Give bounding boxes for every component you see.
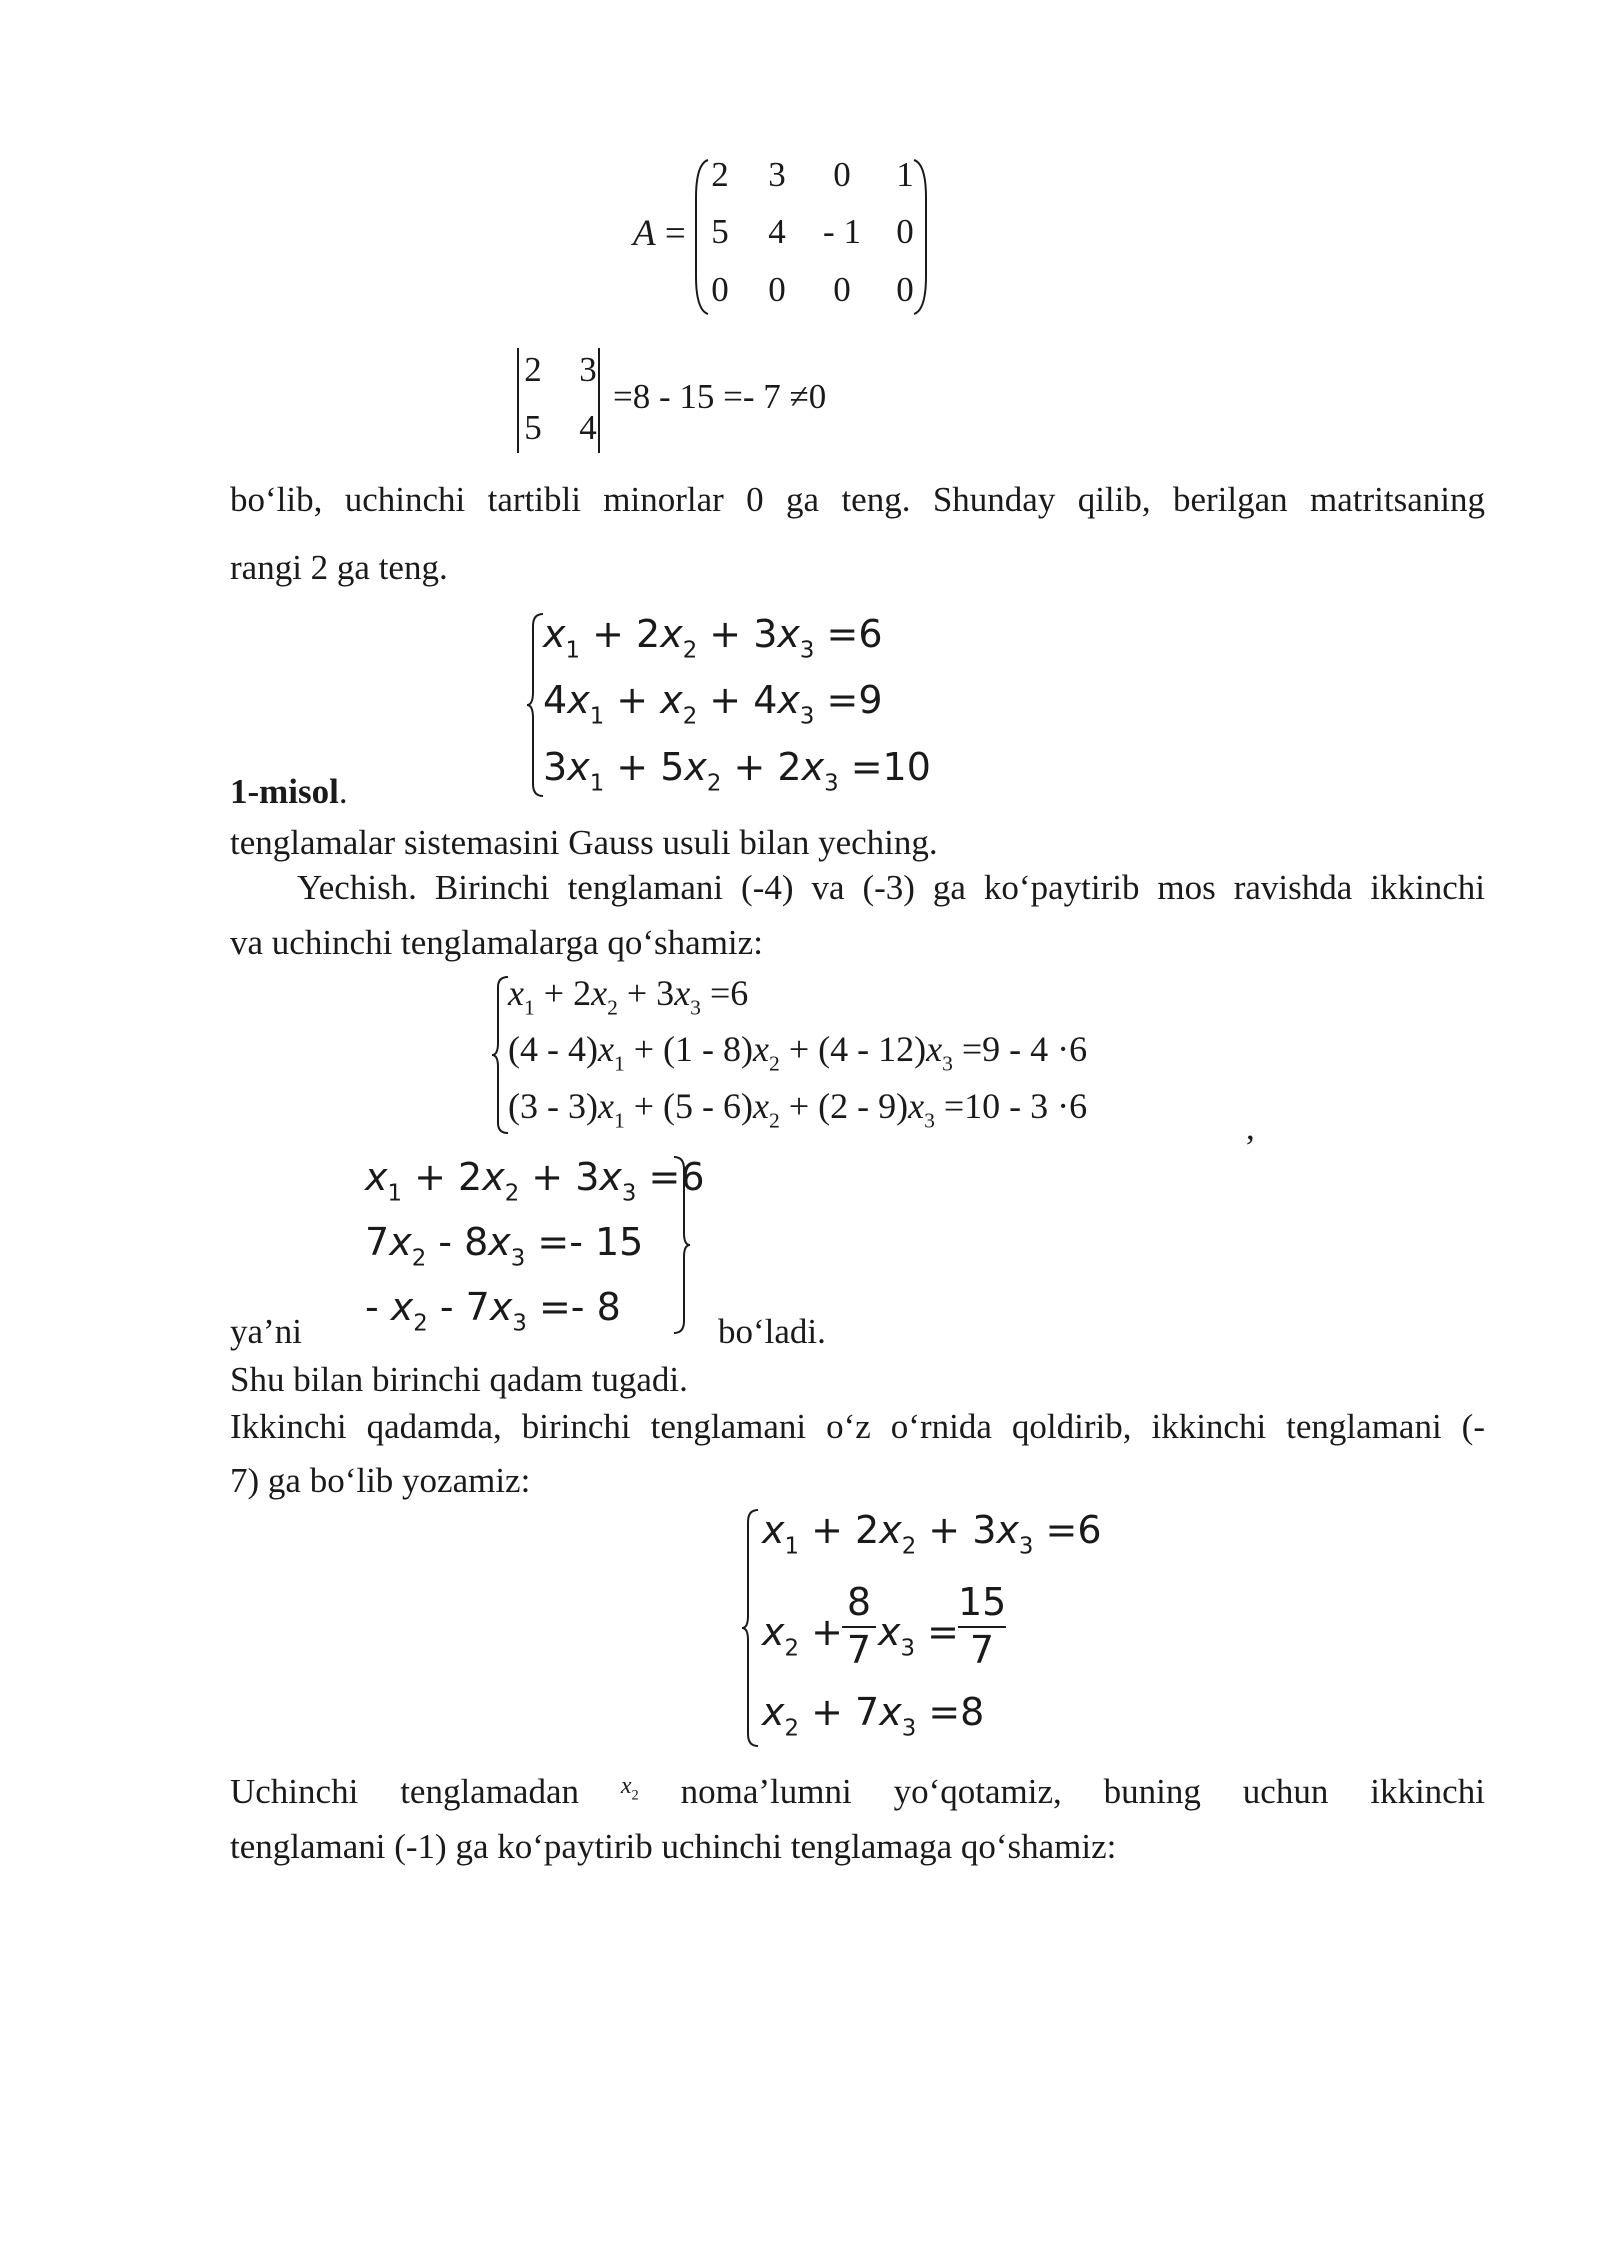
system-4-brace (740, 1508, 762, 1748)
final-word: ikkinchi (1370, 1772, 1485, 1811)
solution-line1: Yechish. Birinchi tenglamani (-4) va (-3) ga ko‘paytirib mos ravishda ikkinchi (297, 868, 1485, 907)
det-cell: 2 (524, 350, 542, 389)
matrix-cell: - 1 (823, 212, 861, 251)
matrix-cell: 0 (833, 270, 851, 309)
final-word: uchun (1242, 1772, 1329, 1811)
system-1-eq1: $x_1 + 2x_2 + 3x_3 =6$ (543, 612, 883, 664)
solution-line2: va uchinchi tenglamalarga qo‘shamiz: (230, 923, 763, 962)
matrix-cell: 0 (896, 212, 914, 251)
example-title: 1-misol (230, 772, 339, 811)
system-3-eq3: - $x_2 - 7x_3 =- 8$ (365, 1285, 621, 1337)
system-1-eq2-rhs: =9 (826, 678, 883, 722)
system-4-eq2-x3: $x_3$ = (878, 1610, 959, 1662)
example-task: tenglamalar sistemasini Gauss usuli bilan yeching. (230, 823, 938, 862)
frac-15-7-num: 15 (958, 1580, 1007, 1624)
system-4-eq1: $x_1 + 2x_2 + 3x_3 =6$ (762, 1508, 1102, 1560)
final-line1 (230, 1772, 1485, 1812)
final-x2: $x_2$ (620, 1773, 639, 1804)
matrix-cell: 0 (896, 270, 914, 309)
matrix-cell: 0 (768, 270, 786, 309)
paragraph-rank-line2: rangi 2 ga teng. (230, 548, 448, 587)
system-1-eq3: $3x_1 + 5x_2 + 2x_3 =10$ (543, 745, 931, 797)
step1-done: Shu bilan birinchi qadam tugadi. (230, 1360, 688, 1399)
system-1-eq2: $4x_1 + x_2 + 4x_3 =9$ (543, 678, 883, 730)
system-1-eq3-rhs: =10 (850, 745, 931, 789)
matrix-cell: 5 (711, 212, 729, 251)
step2-line2: 7) ga bo‘lib yozamiz: (230, 1461, 531, 1500)
final-word: Uchinchi (230, 1772, 359, 1811)
system-4-eq1-rhs: =6 (1045, 1508, 1102, 1552)
system-3-eq1: $x_1 + 2x_2 + 3x_3 =6$ (365, 1155, 705, 1207)
system-2-eq2-rhs: =9 - 4 ·6 (961, 1029, 1088, 1069)
final-line2: tenglamani (-1) ga ko‘paytirib uchinchi tenglamaga qo‘shamiz: (230, 1827, 1117, 1866)
example-period: . (338, 772, 348, 811)
system-4-eq3: $x_2 + 7x_3 =8$ (762, 1690, 985, 1742)
system-2-eq2: $(4 - 4)x_1 + (1 - 8)x_2 + (4 - 12)x_3 =9 - 4 \cdot 6$ (508, 1029, 1088, 1076)
final-word: tenglamadan (400, 1772, 579, 1811)
final-word: noma’lumni (680, 1772, 852, 1811)
matrix-cell: 2 (711, 155, 729, 194)
det-cell: 4 (579, 408, 597, 447)
frac-8-7-den: 7 (846, 1628, 872, 1672)
system-3-eq2-rhs: =- 15 (537, 1220, 644, 1264)
system-4-eq2: $x_2$ + (762, 1610, 843, 1662)
system-3-eq1-rhs: =6 (648, 1155, 705, 1199)
system-3-eq3-rhs: =- 8 (538, 1285, 621, 1329)
matrix-cell: 4 (768, 212, 786, 251)
frac-15-7-den: 7 (969, 1628, 995, 1672)
system-2-eq3-rhs: =10 - 3 ·6 (943, 1086, 1088, 1126)
example-label (230, 767, 348, 817)
system-2-eq1-rhs: =6 (709, 973, 749, 1013)
frac-8-7-num: 8 (846, 1580, 872, 1624)
frac-15-7 (958, 1580, 1006, 1672)
system-1-eq1-rhs: =6 (826, 612, 883, 656)
det-result: =8 - 15 =- 7 ≠0 (613, 377, 827, 416)
system-4-eq3-rhs: =8 (928, 1690, 985, 1734)
det-cell: 3 (579, 350, 597, 389)
paragraph-rank: bo‘lib, uchinchi tartibli minorlar 0 ga teng. Shunday qilib, berilgan matritsaning (230, 480, 1485, 519)
system-3-suffix: bo‘ladi. (718, 1312, 826, 1351)
step2-line1: Ikkinchi qadamda, birinchi tenglamani o‘z o‘rnida qoldirib, ikkinchi tenglamani (- (230, 1407, 1485, 1446)
matrix-cell: 0 (711, 270, 729, 309)
matrix-cell: 0 (833, 155, 851, 194)
final-word: buning (1103, 1772, 1201, 1811)
frac-8-7 (842, 1580, 876, 1672)
matrix-cell: 3 (768, 155, 786, 194)
system-3-eq2: $7x_2 - 8x_3 =- 15$ (365, 1220, 644, 1272)
system-2-eq1: $x_1 + 2x_2 + 3x_3 =6$ (508, 973, 749, 1020)
matrix-cell: 1 (896, 155, 914, 194)
system-2-comma: , (1246, 1108, 1255, 1147)
system-3-right-brace (670, 1155, 692, 1335)
document-page: A = 2 3 0 1 5 4 - 1 0 0 0 0 0 2 3 5 4 =8 - 15 =- 7 ≠0 bo‘lib, uchinchi tartibli minorlar 0 ga teng. Shunday qilib, berilgan matritsaning rangi 2 ga teng. $x_1 + 2x_2 + 3x_3 =6$ $4x_1 + x_2 + 4x_3 =9$ $3x_1 + 5x_2 + 2x_3 =10$ 1-misol. tenglamalar sistemasini Gauss usuli bilan yeching. Yechish. Birinchi tenglamani (-4) va (-3) ga ko‘paytirib mos ravishda ikkinchi va uchinchi tenglamalarga qo‘shamiz: $x_1 + 2x_2 + 3x_3 =6$ $(4 - 4)x_1 + (1 - 8)x_2 + (4 - 12)x_3 =9 - 4 \cdot 6$ $(3 - 3)x_1 + (5 - 6)x_2 + (2 - 9)x_3 =10 - 3 \cdot 6$ , $x_1 + 2x_2 + 3x_3 =6$ $7x_2 - 8x_3 =- 15$ - $x_2 - 7x_3 =- 8$ ya’ni bo‘ladi. Shu bilan birinchi qadam tugadi. Ikkinchi qadamda, birinchi tenglamani o‘z o‘rnida qoldirib, ikkinchi tenglamani (- 7) ga bo‘lib yozamiz: $x_1 + 2x_2 + 3x_3 =6$ $x_2$ + 8 7 $x_3$ = 15 7 $x_2 + 7x_3 =8$ Uchinchi tenglamadan $x_2$ noma’lumni yo‘qotamiz, buning uchun ikkinchi tenglamani (-1) ga ko‘paytirib uchinchi tenglamaga qo‘shamiz: (0, 0, 1600, 2262)
system-3-prefix: ya’ni (230, 1312, 302, 1351)
system-2-eq3: $(3 - 3)x_1 + (5 - 6)x_2 + (2 - 9)x_3 =10 - 3 \cdot 6$ (508, 1086, 1088, 1133)
det-cell: 5 (524, 408, 542, 447)
final-word: yo‘qotamiz, (893, 1772, 1062, 1811)
